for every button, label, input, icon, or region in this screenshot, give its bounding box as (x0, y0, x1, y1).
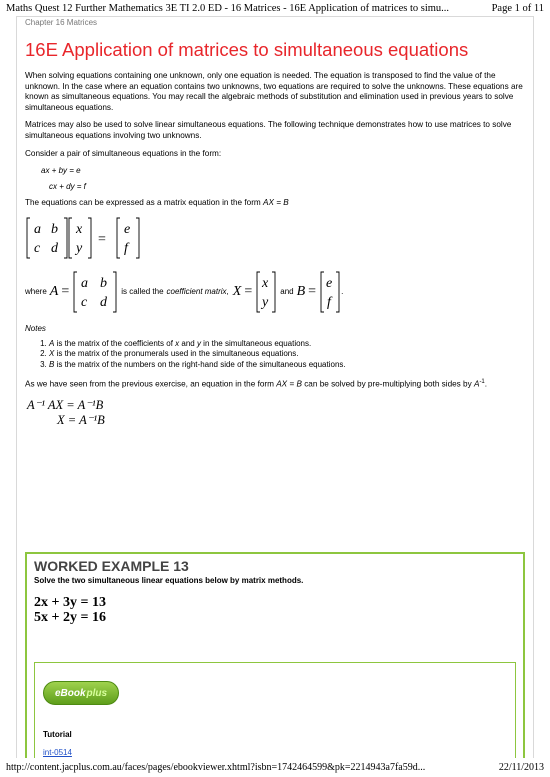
matrix-entry-c: c (34, 240, 41, 256)
print-header (6, 3, 544, 17)
worked-example-box (25, 552, 525, 758)
matrix-equation-graphic (25, 216, 150, 260)
ebookplus-resource-box (34, 662, 516, 758)
pronumeral-matrix (255, 270, 277, 314)
svg-text:c: c (81, 294, 88, 310)
notes-list (25, 339, 527, 371)
equation-1: ax + by = e (41, 166, 81, 176)
document-page (16, 16, 534, 758)
svg-text:b: b (100, 275, 108, 291)
matrix-entry-x: x (76, 221, 83, 237)
tutorial-label: Tutorial (43, 730, 72, 739)
tutorial-link[interactable]: int-0514 (43, 748, 72, 757)
page-content (25, 17, 527, 757)
constants-matrix (319, 270, 341, 314)
matrix-entry-y: y (76, 240, 83, 256)
notes-title: Notes (25, 323, 46, 333)
coefficient-matrix (72, 270, 118, 314)
consider-paragraph: Consider a pair of simultaneous equations in the form: (25, 148, 222, 158)
svg-text:e: e (326, 275, 333, 291)
algebra-step-1: A⁻¹ AX = A⁻¹B (27, 397, 104, 412)
print-footer-date: 22/11/2013 (498, 762, 544, 773)
print-header-title: Maths Quest 12 Further Mathematics 3E TI 2.0 ED - 16 Matrices - 16E Application of matrices to simu... (6, 3, 450, 14)
worked-example-title: WORKED EXAMPLE 13 (34, 558, 189, 574)
svg-text:a: a (81, 275, 89, 291)
premultiply-paragraph: As we have seen from the previous exercise, an equation in the form AX = B can be solved by pre-multiplying both sides by $A^{-1}$. (25, 379, 488, 389)
note-item: 2. X is the matrix of the pronumerals used in the simultaneous equations. (49, 349, 527, 360)
matrix-entry-a: a (34, 221, 41, 237)
algebra-step-2: X = A⁻¹B (57, 412, 105, 427)
worked-equation-1: 2x + 3y = 13 (34, 595, 106, 610)
matrix-equation (25, 216, 527, 260)
matrix-entry-e: e (124, 221, 131, 237)
print-footer-url: http://content.jacplus.com.au/faces/pages/ebookviewer.xhtml?isbn=1742464599&pk=2214943a7fa59d... (6, 762, 426, 773)
where-line: where A = a b c d is called the coefficient matrix , X = x y and B = e f . (25, 270, 527, 314)
worked-example-question: Solve the two simultaneous linear equations below by matrix methods. (34, 576, 304, 585)
svg-text:f: f (327, 294, 331, 310)
matrix-form-paragraph: The equations can be expressed as a matrix equation in the form AX = B (25, 198, 289, 208)
print-footer (6, 762, 544, 776)
matrix-entry-d: d (51, 240, 58, 256)
print-header-page: Page 1 of 11 (491, 3, 544, 14)
note-item: 1. A is the matrix of the coefficients of x and y in the simultaneous equations. (49, 339, 527, 350)
matrix-entry-f: f (124, 240, 128, 256)
ebookplus-logo: eBook plus (43, 681, 119, 705)
note-item: 3. B is the matrix of the numbers on the right-hand side of the simultaneous equations. (49, 360, 527, 371)
worked-equation-2: 5x + 2y = 16 (34, 610, 106, 625)
matrices-paragraph: Matrices may also be used to solve linear simultaneous equations. The following technique demonstrates how to use matrices to solve simultaneous equations involving two unknowns. (25, 120, 512, 140)
svg-text:y: y (262, 294, 269, 310)
svg-text:d: d (100, 294, 108, 310)
equation-2: cx + dy = f (49, 182, 86, 192)
chapter-label: Chapter 16 Matrices (25, 18, 98, 27)
intro-paragraph: When solving equations containing one unknown, only one equation is needed. The equation is transposed to find the value of the unknown. In the case where an equation contains two unknowns, two equations are required to solve the unknowns. These equations are known as simultaneous equations. You may recall the algebraic methods of substitution and elimination used in previous years to solve simultaneous equations. (25, 71, 523, 112)
page-title: 16E Application of matrices to simultaneous equations (25, 39, 469, 60)
equals-sign: = (98, 231, 106, 247)
svg-text:x: x (262, 275, 269, 291)
matrix-entry-b: b (51, 221, 58, 237)
